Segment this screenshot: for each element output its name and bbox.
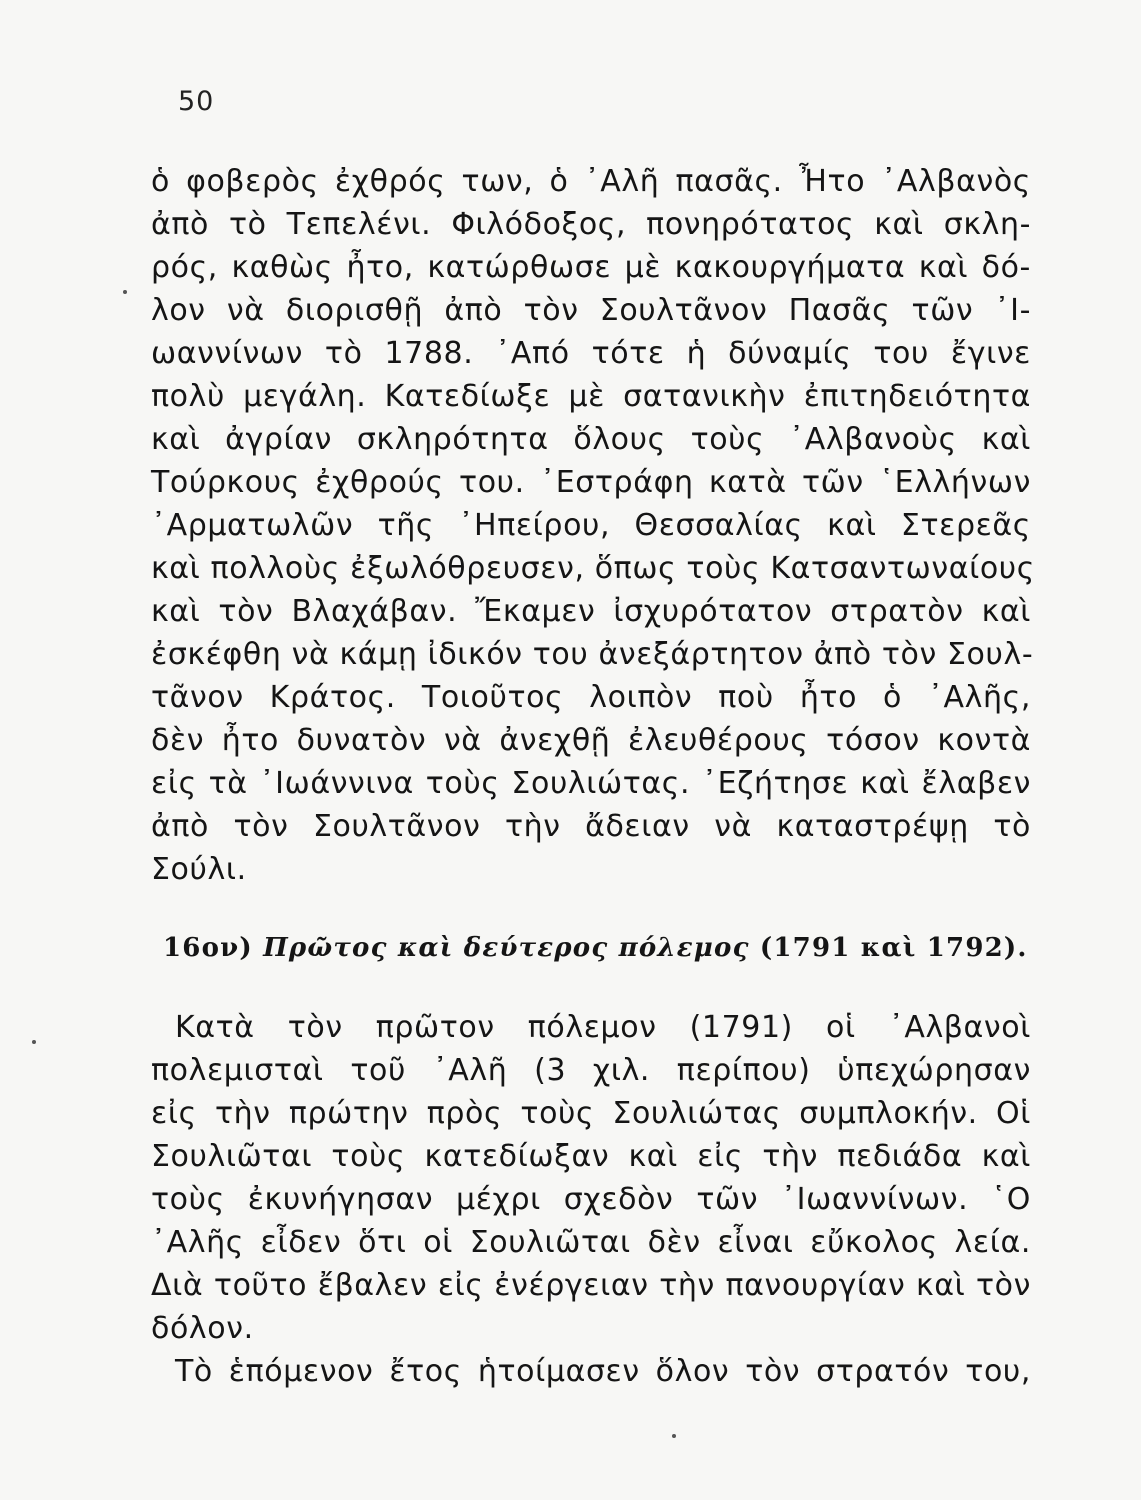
text-line: ὁ φοβερὸς ἐχθρός των, ὁ ᾿Αλῆ πασᾶς. Ἦτο ᾿Αλβανὸς bbox=[151, 164, 1031, 199]
text-line: ρός, καθὼς ἦτο, κατώρθωσε μὲ κακουργήματα καὶ δό- bbox=[151, 250, 1031, 285]
page-number: 50 bbox=[178, 86, 215, 117]
text-line: τᾶνον Κράτος. Τοιοῦτος λοιπὸν ποὺ ἦτο ὁ ᾿Αλῆς, bbox=[151, 680, 1031, 715]
text-line: εἰς τὴν πρώτην πρὸς τοὺς Σουλιώτας συμπλοκήν. Οἱ bbox=[151, 1096, 1031, 1131]
text-line: ᾿Αλῆς εἶδεν ὅτι οἱ Σουλιῶται δὲν εἶναι εὔκολος λεία. bbox=[151, 1225, 1031, 1260]
text-line: ἐσκέφθη νὰ κάμῃ ἰδικόν του ἀνεξάρτητον ἀπὸ τὸν Σουλ- bbox=[151, 637, 1034, 672]
section-heading bbox=[163, 928, 1029, 968]
text-line: δὲν ἦτο δυνατὸν νὰ ἀνεχθῇ ἐλευθέρους τόσον κοντὰ bbox=[151, 723, 1031, 758]
text-line: δόλον. bbox=[151, 1311, 254, 1346]
text-line: καὶ ἀγρίαν σκληρότητα ὅλους τοὺς ᾿Αλβανοὺς καὶ bbox=[151, 422, 1031, 457]
scan-speck bbox=[123, 290, 127, 294]
text-line: ωαννίνων τὸ 1788. ᾿Από τότε ἡ δύναμίς του ἔγινε bbox=[151, 336, 1031, 371]
text-line: ᾿Αρματωλῶν τῆς ᾿Ηπείρου, Θεσσαλίας καὶ Στερεᾶς bbox=[151, 508, 1031, 543]
text-line: λον νὰ διορισθῇ ἀπὸ τὸν Σουλτᾶνον Πασᾶς τῶν ᾿Ι- bbox=[151, 293, 1031, 328]
section-dates: (1791 καὶ 1792). bbox=[759, 933, 1028, 963]
scan-speck bbox=[32, 1040, 36, 1044]
section-number: 16ον) bbox=[163, 933, 253, 963]
text-line: Διὰ τοῦτο ἔβαλεν εἰς ἐνέργειαν τὴν πανουργίαν καὶ τὸν bbox=[151, 1268, 1031, 1303]
text-line: πολὺ μεγάλη. Κατεδίωξε μὲ σατανικὴν ἐπιτηδειότητα bbox=[151, 379, 1031, 414]
scan-speck bbox=[672, 1434, 676, 1438]
text-line: πολεμισταὶ τοῦ ᾿Αλῆ (3 χιλ. περίπου) ὑπεχώρησαν bbox=[151, 1053, 1031, 1088]
text-line: Κατὰ τὸν πρῶτον πόλεμον (1791) οἱ ᾿Αλβανοὶ bbox=[175, 1010, 1031, 1045]
text-line: Τὸ ἑπόμενον ἔτος ἡτοίμασεν ὅλον τὸν στρατόν του, bbox=[175, 1354, 1031, 1389]
text-line: τοὺς ἐκυνήγησαν μέχρι σχεδὸν τῶν ᾿Ιωαννίνων. ῾Ο bbox=[151, 1182, 1031, 1217]
text-line: Τούρκους ἐχθρούς του. ᾿Εστράφη κατὰ τῶν ῾Ελλήνων bbox=[151, 465, 1031, 500]
text-line: ἀπὸ τὸν Σουλτᾶνον τὴν ἄδειαν νὰ καταστρέψῃ τὸ bbox=[151, 809, 1031, 844]
section-title: Πρῶτος καὶ δεύτερος πόλεμος bbox=[263, 933, 750, 963]
text-line: Σουλιῶται τοὺς κατεδίωξαν καὶ εἰς τὴν πεδιάδα καὶ bbox=[151, 1139, 1031, 1174]
text-line: εἰς τὰ ᾿Ιωάννινα τοὺς Σουλιώτας. ᾿Εζήτησε καὶ ἔλαβεν bbox=[151, 766, 1031, 801]
text-line: Σούλι. bbox=[151, 852, 247, 887]
text-line: καὶ τὸν Βλαχάβαν. Ἔκαμεν ἰσχυρότατον στρατὸν καὶ bbox=[151, 594, 1031, 629]
text-line: ἀπὸ τὸ Τεπελένι. Φιλόδοξος, πονηρότατος καὶ σκλη- bbox=[151, 207, 1031, 242]
text-line: καὶ πολλοὺς ἐξωλόθρευσεν, ὅπως τοὺς Κατσαντωναίους bbox=[151, 551, 1035, 586]
